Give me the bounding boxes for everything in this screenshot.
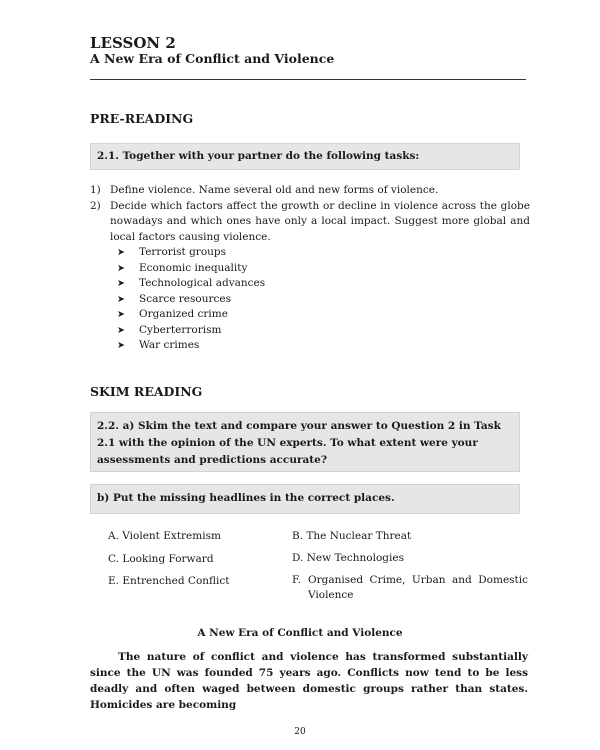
list-item: ➤ Organized crime — [117, 307, 530, 323]
lesson-number: LESSON 2 — [90, 34, 176, 52]
option-c: C. Looking Forward — [108, 553, 214, 565]
task-2-2b-box — [90, 484, 520, 514]
option-e: E. Entrenched Conflict — [108, 575, 230, 587]
task-2-2b-text: b) Put the missing headlines in the correct places. — [97, 492, 395, 504]
arrow-bullet-icon: ➤ — [117, 262, 125, 274]
task-number: 1) — [90, 184, 101, 196]
list-item: ➤ Terrorist groups — [117, 245, 530, 261]
task-list — [90, 183, 530, 354]
arrow-bullet-icon: ➤ — [117, 247, 125, 258]
arrow-bullet-icon: ➤ — [117, 340, 125, 351]
lesson-title: A New Era of Conflict and Violence — [90, 51, 335, 66]
task-item-1 — [90, 183, 530, 199]
option-d: D. New Technologies — [292, 552, 404, 564]
list-item: ➤ Technological advances — [117, 276, 530, 292]
article-title: A New Era of Conflict and Violence — [197, 627, 403, 639]
title-divider — [90, 79, 526, 80]
list-item: ➤ War crimes — [117, 338, 530, 354]
arrow-bullet-icon: ➤ — [117, 293, 125, 305]
option-a: A. Violent Extremism — [108, 530, 221, 542]
task-2-1-text: 2.1. Together with your partner do the following tasks: — [97, 150, 420, 162]
list-item: ➤ Scarce resources — [117, 292, 530, 308]
option-b: B. The Nuclear Threat — [292, 530, 412, 542]
article-body: The nature of conflict and violence has transformed substantially since the UN was founded 75 years ago. Conflicts now tend to be less deadly and often waged between domestic groups rather than states. Homicides are becoming — [90, 651, 528, 711]
task-2-1-box — [90, 143, 520, 170]
task-2-2a-text: 2.2. a) Skim the text and compare your answer to Question 2 in Task 2.1 with the opinion of the UN experts. To what extent were your assessments and predictions accurate? — [97, 420, 501, 466]
pre-reading-heading: PRE-READING — [90, 111, 194, 126]
page-number: 20 — [294, 727, 306, 737]
arrow-bullet-icon: ➤ — [117, 324, 125, 336]
task-text: Define violence. Name several old and new forms of violence. — [110, 184, 439, 196]
arrow-bullet-icon: ➤ — [117, 278, 125, 289]
task-item-2 — [90, 199, 530, 246]
task-2-2a-box — [90, 412, 520, 472]
task-number: 2) — [90, 199, 101, 212]
option-f: F. Organised Crime, Urban and Domestic Violence — [292, 574, 528, 601]
arrow-bullet-icon: ➤ — [117, 309, 125, 320]
task-text: Decide which factors affect the growth or decline in violence across the globe nowadays and which ones have only a local impact. Suggest more global and local factors causing violence. — [110, 199, 530, 243]
list-item: ➤ Cyberterrorism — [117, 323, 530, 339]
skim-reading-heading: SKIM READING — [90, 384, 203, 399]
list-item: ➤ Economic inequality — [117, 261, 530, 277]
factor-list — [90, 245, 530, 354]
